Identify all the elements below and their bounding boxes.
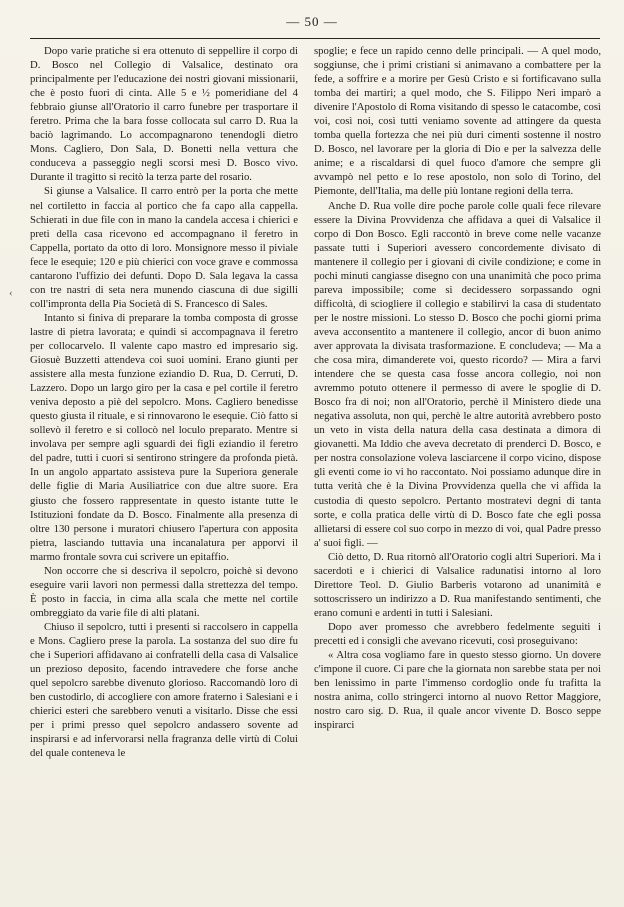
page-number: — 50 — [286, 14, 338, 29]
right-column [314, 44, 601, 894]
left-column [30, 44, 298, 894]
paragraph: Dopo varie pratiche si era ottenuto di seppellire il corpo di D. Bosco nel Collegio di Valsalice, destinato ora principalmente per l'educazione dei nostri giovani missionarii, che è posto fuori di cinta. Alle 5 e ½ pomeridiane del 4 febbraio giunse all'Oratorio il carro funebre per trasportare il feretro. Prima che la bara fosse collocata sul carro D. Rua la baciò lagrimando. Lo accompagnarono tenendogli dietro Mons. Cagliero, Don Sala, D. Bonetti nella vettura che conduceva a passeggio negli scorsi mesi D. Bosco vivo. Durante il tragitto si recitò la terza parte del rosario. [30, 45, 298, 184]
paragraph: Non occorre che si descriva il sepolcro, poichè si devono eseguire varii lavori non permessi dalla strettezza del tempo. È posto in faccia, in cima alla scala che mette nel cortile ombreggiato da varie file di alti platani. [30, 564, 298, 619]
paragraph: spoglie; e fece un rapido cenno delle principali. — A quel modo, soggiunse, che i primi cristiani si animavano a combattere per la fede, a soffrire e a morire per Gesù Cristo e si fortificavano sulla tomba dei martiri; a quel modo, che S. Filippo Neri imparò a divenire l'Apostolo di Roma visitando di spesso le catacombe, così voi, così noi, così tutti veniamo sovente ad attingere da questa tomba quella fortezza che nei più duri cimenti sostenne il nostro D. Bosco, nel lavorare per la gloria di Dio e per la salvezza delle anime; e a riscaldarsi di quel fuoco d'amore che sempre gli avvampò nel petto e lo rese apostolo, non solo di Torino, del Piemonte, dell'Italia, ma delle più lontane regioni della terra. [314, 45, 601, 198]
paragraph: Anche D. Rua volle dire poche parole colle quali fece rilevare essere la Divina Provvidenza che affidava a quei di Valsalice il corpo di Don Bosco. Egli raccontò in breve come nelle vacanze passate tutti i Superiori avessero concordemente divisato di mantenere il collegio per i giovani di civile condizione; e come in pochi minuti cangiasse disegno con una unanimità che poco prima pareva impossibile; come si decidessero sorpassando ogni difficoltà, di sciogliere il collegio e stabilirvi la casa di studentato per le nostre missioni. Lo stesso D. Bosco che pochi giorni prima aveva acconsentito a mantenere il collegio, ancor di buon animo aver approvata la divisata trasformazione. E concludeva; — Ma a che cosa mira, dimanderete voi, questo ricordo? — Mira a farvi intendere che se questa casa fosse ancora collegio, noi non avremmo potuto ottenere il permesso di avere le spoglie di D. Bosco fra di noi; non all'Oratorio, perchè il Ministero diede una negativa assoluta, non qui, perchè le altre autorità avrebbero posto un veto in vista della natura della casa destinata a dimora di giovanetti. Ma Iddio che aveva decretato di prenderci D. Bosco, e per nostra consolazione voleva lasciarcene il corpo vicino, dispose gli eventi come io vi ho raccontato. Noi possiamo adunque dire in tutta verità che è la Divina Provvidenza quella che vi affida la custodia di questo sepolcro. Pertanto mostratevi degni di tanta sorte, e colla pratica delle virtù di D. Bosco fate che egli possa allietarsi di essere col suo corpo in mezzo di voi, qual Padre presso a' suoi figli. — [314, 199, 601, 549]
margin-mark: ‹ [9, 287, 13, 299]
paragraph: « Altra cosa vogliamo fare in questo stesso giorno. Un dovere c'impone il cuore. Ci pare che la giornata non sarebbe stata per noi ben lenissimo in parte l'immenso cordoglio onde fu trafitta la nostra anima, collo stringerci intorno al nuovo Rettor Maggiore, nostro caro sig. D. Rua, il quale ancor vivente D. Bosco seppe inspirarci [314, 649, 601, 732]
header-rule [30, 38, 600, 39]
paragraph: Si giunse a Valsalice. Il carro entrò per la porta che mette nel cortiletto in faccia al portico che fa capo alla cappella. Schierati in due file con in mano la candela accesa i chierici e preti della casa ricevono ed accompagnano il feretro in Cappella, portato da otto di loro. Monsignore messo il piviale fece le esequie; 120 e più chierici con voce grave e commossa cantarono l'uffizio dei defunti. Dopo D. Sala legava la cassa con tre nastri di seta nera munendo ciascuna di due sigilli coll'impronta della Pia Società di S. Francesco di Sales. [30, 185, 298, 310]
paragraph: Ciò detto, D. Rua ritornò all'Oratorio cogli altri Superiori. Ma i sacerdoti e i chierici di Valsalice radunatisi intorno al loro Direttore Teol. D. Giulio Barberis votarono ad unanimità e sottoscrissero un indirizzo a D. Rua manifestando sentimenti, che erano comuni e ardenti in tutti i Salesiani. [314, 550, 601, 619]
paragraph: Chiuso il sepolcro, tutti i presenti si raccolsero in cappella e Mons. Cagliero prese la parola. La sostanza del suo dire fu che i Superiori affidavano ai confratelli della casa di Valsalice un prezioso deposito, facendo intravedere che forse anche quel sepolcro sarebbe divenuto glorioso. Raccomandò loro di ben custodirlo, di accogliere con amore fraterno i Salesiani e i chierici esteri che sarebbero venuti a visitarlo. Disse che essi per i primi presso quel sepolcro andassero sovente ad inspirarsi e ad infervorarsi nella fragranza delle virtù di Colui del quale conteneva le [30, 620, 298, 760]
paragraph: Dopo aver promesso che avrebbero fedelmente seguiti i precetti ed i consigli che avevano ricevuti, così proseguivano: [314, 620, 601, 647]
paragraph: Intanto si finiva di preparare la tomba composta di grosse lastre di pietra lavorata; e quindi si accompagnava il feretro per collocarvelo. Il valente capo mastro ed impresario sig. Giosuè Buzzetti attendeva coi suoi uomini. Erano giunti per assistere alla mesta funzione eziandio D. Rua, D. Cerruti, D. Lazzero. Dopo un largo giro per la casa e pel cortile il feretro veniva deposto a piè del sepolcro. Mons. Cagliero benedisse questo giusta il rituale, e si rinnovarono le esequie. Ciò fatto si sollevò il feretro e si collocò nel loculo preparato. Mentre si involava per sempre agli sguardi dei figli eziandio il feretro del padre, tutti i cuori si sentirono stringere da profonda pietà. In un angolo appartato assisteva pure la Superiora generale delle figlie di Maria Ausiliatrice con due altre suore. Era giusto che fossero rappresentate in questo istante tutte le Istituzioni fondate da D. Bosco. Finalmente alla presenza di oltre 130 persone i muratori chiusero l'apertura con apposita pietra, lasciando tuttavia una incanalatura per apporvi il marmo frontale sovra cui scrivere un epitaffio. [30, 311, 298, 563]
